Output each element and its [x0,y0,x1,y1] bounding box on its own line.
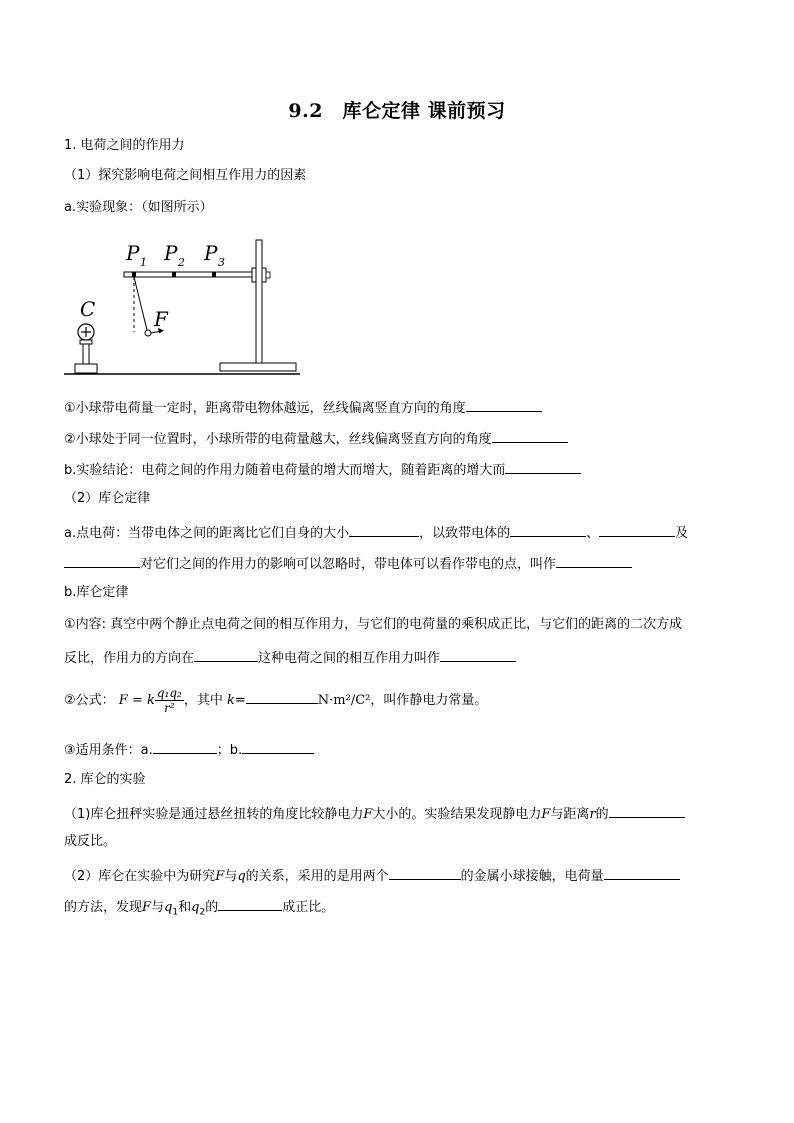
label-f: F [154,307,168,331]
label-p1-sub: 1 [140,256,147,269]
blank-cond-a[interactable] [153,740,217,754]
law-formula: ②公式： F = k $\frac{\text{q₁q₂}}{\text{r²}}$ ，其中 k= N·m²/C²，叫作静电力常量。 [64,686,488,715]
coulomb-experiment-line-1: （2）库仑在实验中为研究F与q的关系，采用的是用两个 的金属小球接触，电荷量 [64,866,680,885]
applicable-conditions: ③适用条件：a. ；b. [64,740,314,759]
blank-balls[interactable] [389,866,461,880]
law-content-line-2: 反比，作用力的方向在 这种电荷之间的相互作用力叫作 [64,648,516,667]
torsion-balance-line-1: （1)库仑扭秤实验是通过悬丝扭转的角度比较静电力F大小的。实验结果发现静电力F与距离r的 [64,804,685,823]
blank-law-2[interactable] [440,648,516,662]
sphere-neck [80,340,92,344]
blank-pc-1[interactable] [349,523,419,537]
label-p1: P [126,241,140,265]
subsection-1-1-heading: （1）探究影响电荷之间相互作用力的因素 [64,168,307,183]
coulomb-law-heading: b.库仑定律 [64,585,129,600]
sphere-post [83,344,89,364]
formula-lhs: F = k [118,693,155,708]
observation-2: ②小球处于同一位置时，小球所带的电荷量越大，丝线偏离竖直方向的角度 [64,429,568,448]
mark-p2 [172,272,176,277]
experiment-figure [60,232,310,380]
label-p2: P [164,241,178,265]
blank-torsion[interactable] [609,804,685,818]
blank-k-value[interactable] [246,690,318,704]
label-c: C [80,297,96,321]
label-p2-sub: 2 [178,256,185,269]
stand-pole [256,240,262,364]
horizontal-bar [124,272,260,277]
blank-pc-5[interactable] [556,554,632,568]
formula-fraction: $\frac{\text{q₁q₂}}{\text{r²}}$ [156,686,182,715]
section-1-heading: 1. 电荷之间的作用力 [64,138,185,153]
blank-pc-3[interactable] [599,523,675,537]
blank-pc-4[interactable] [64,554,140,568]
blank-charge[interactable] [604,866,680,880]
label-p3: P [204,241,218,265]
page-title: 9.2 库仑定律 课前预习 [288,100,506,122]
observation-1: ①小球带电荷量一定时，距离带电物体越远，丝线偏离竖直方向的角度 [64,398,542,417]
label-p3-sub: 3 [218,256,225,269]
blank-conclusion[interactable] [505,460,581,474]
torsion-balance-line-2: 成反比。 [64,834,117,849]
blank-pc-2[interactable] [510,523,586,537]
subsection-1-2-heading: （2）库仑定律 [64,491,151,506]
point-charge-line-1: a.点电荷：当带电体之间的距离比它们自身的大小 ，以致带电体的 、 及 [64,523,688,542]
blank-obs2[interactable] [492,429,568,443]
experiment-phenomenon-label: a.实验现象：（如图所示） [64,200,213,215]
coulomb-experiment-line-2: 的方法，发现F与$q_1$和$q_2$的 成正比。 [64,897,334,921]
small-ball [145,330,151,336]
section-2-heading: 2. 库仑的实验 [64,772,146,787]
law-content-line-1: ①内容: 真空中两个静止点电荷之间的相互作用力，与它们的电荷量的乘积成正比，与它们的距离的二次方成 [64,617,683,632]
blank-proportional[interactable] [218,897,282,911]
clamp-screw [266,272,270,278]
stand-base [220,363,296,371]
mark-p1 [132,272,136,277]
blank-law-1[interactable] [194,648,258,662]
experiment-conclusion: b.实验结论：电荷之间的作用力随着电荷量的增大而增大，随着距离的增大而 [64,460,581,479]
blank-obs1[interactable] [466,398,542,412]
thread [134,277,147,330]
point-charge-line-2: 对它们之间的作用力的影响可以忽略时，带电体可以看作带电的点，叫作 [64,554,632,573]
mark-p3 [212,272,216,277]
blank-cond-b[interactable] [242,740,314,754]
sphere-base [75,364,97,373]
